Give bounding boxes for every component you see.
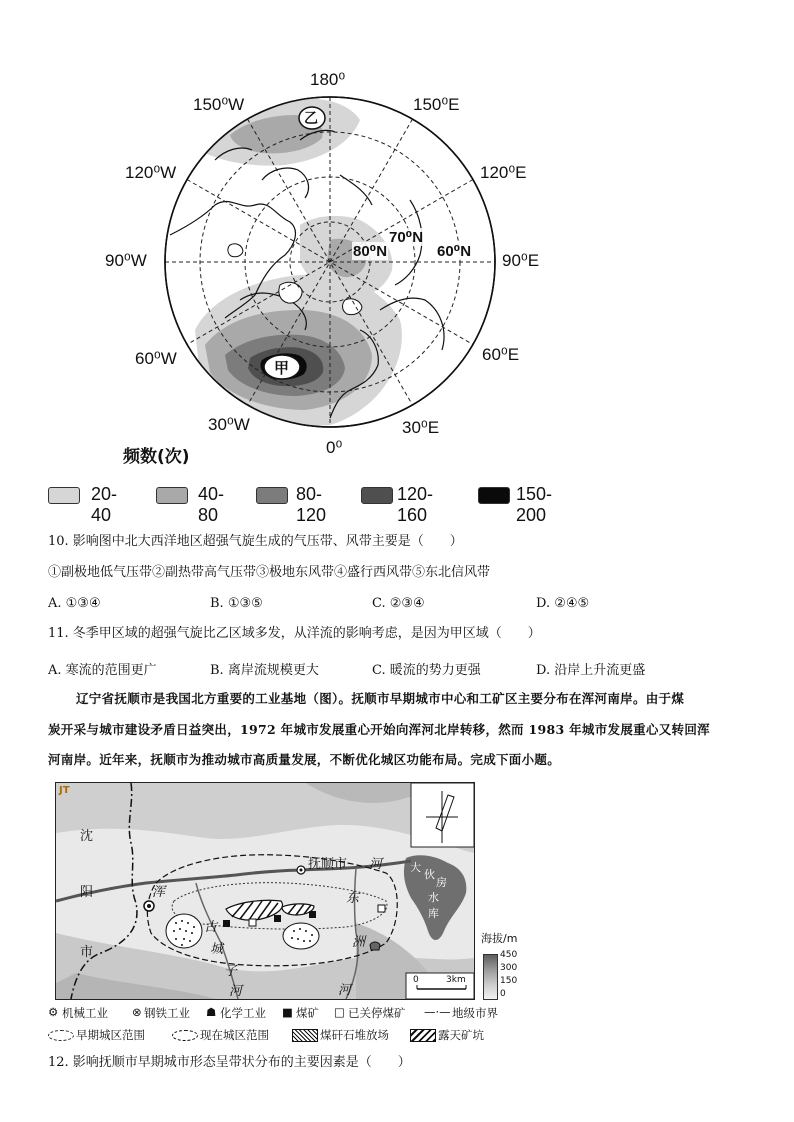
lon-label-120w: 120⁰W	[125, 163, 177, 182]
lon-label-60w: 60⁰W	[135, 349, 177, 368]
closed-mine-icon: □	[334, 1005, 345, 1019]
label-hun-river-1: 浑	[152, 885, 166, 900]
q11-stem: 11. 冬季甲区域的超强气旋比乙区域多发，从洋流的影响考虑，是因为甲区域（ ）	[48, 626, 541, 641]
q12-stem: 12. 影响抚顺市早期城市形态呈带状分布的主要因素是（ ）	[48, 1055, 411, 1070]
legend-label: 80-120	[296, 484, 327, 525]
gangue-icon	[292, 1029, 318, 1042]
chemical-industry-marker	[370, 942, 380, 950]
legend-swatch	[156, 487, 188, 504]
passage-line-2: 炭开采与城市建设矛盾日益突出，1972 年城市发展重心开始向浑河北岸转移，然而 1983 年城市发展重心又转回浑	[48, 722, 710, 737]
q10-option-a: A. ①③④	[48, 596, 101, 611]
polar-map	[0, 0, 794, 480]
label-reservoir-5: 库	[428, 907, 439, 920]
label-hun-river-2: 河	[369, 857, 383, 872]
q11-option-d: D. 沿岸上升流更盛	[536, 663, 646, 678]
legend-closed-mine: 已关停煤矿	[348, 1006, 406, 1020]
lon-label-150e: 150⁰E	[413, 95, 460, 114]
legend-boundary: 地级市界	[452, 1006, 498, 1020]
legend-machinery: 机械工业	[62, 1006, 108, 1020]
corner-mark: JT	[59, 785, 70, 796]
legend-early-area: 早期城区范围	[76, 1028, 145, 1042]
coal-mine-marker	[309, 911, 316, 918]
region-yi-label: 乙	[304, 111, 318, 127]
elevation-tick: 450	[500, 950, 518, 960]
legend-steel: 钢铁工业	[144, 1006, 190, 1020]
lon-label-150w: 150⁰W	[193, 95, 245, 114]
legend-swatch	[48, 487, 80, 504]
lon-label-120e: 120⁰E	[480, 163, 527, 182]
lat-label-70n: 70⁰N	[389, 229, 424, 246]
label-shenyang-3: 市	[80, 945, 94, 960]
label-gucheng-river-1: 古	[204, 920, 218, 935]
q10-stem: 10. 影响图中北大西洋地区超强气旋生成的气压带、风带主要是（ ）	[48, 534, 463, 549]
steel-icon: ⊗	[132, 1005, 142, 1019]
label-east-zhou-river-1: 东	[346, 891, 360, 906]
legend-chemical: 化学工业	[220, 1006, 266, 1020]
q10-option-c: C. ②③④	[372, 596, 425, 611]
label-shenyang-2: 阳	[80, 885, 94, 900]
legend-swatch	[478, 487, 510, 504]
machinery-icon: ⚙	[48, 1005, 59, 1019]
lon-label-90w: 90⁰W	[105, 251, 147, 270]
open-pit-icon	[410, 1029, 436, 1042]
label-reservoir-2: 伙	[424, 868, 435, 881]
scale-start-label: 0	[413, 975, 419, 985]
label-gucheng-river-3: 子	[224, 964, 238, 979]
label-reservoir-4: 水	[428, 891, 439, 904]
legend-current-area: 现在城区范围	[200, 1028, 269, 1042]
frequency-legend	[48, 484, 608, 525]
boundary-icon: —·—	[424, 1005, 451, 1019]
fushun-map-graphic	[56, 783, 474, 999]
label-reservoir-3: 房	[436, 876, 447, 889]
lat-label-60n: 60⁰N	[437, 243, 472, 260]
lon-label-90e: 90⁰E	[502, 251, 540, 270]
q10-option-d: D. ②④⑤	[536, 596, 590, 611]
early-area-icon	[48, 1030, 74, 1041]
legend-coal-mine: 煤矿	[296, 1006, 319, 1020]
legend-swatch	[256, 487, 288, 504]
legend-title: 频数(次)	[123, 447, 190, 467]
gangue-pile	[283, 923, 319, 949]
lon-label-180: 180⁰	[310, 70, 346, 89]
legend-open-pit: 露天矿坑	[438, 1028, 484, 1042]
elevation-tick: 0	[500, 989, 506, 999]
coal-mine-marker	[274, 915, 281, 922]
label-shenyang-1: 沈	[80, 829, 94, 844]
elevation-title: 海拔/m	[481, 932, 518, 945]
elevation-legend	[478, 930, 548, 1000]
gangue-pile	[166, 914, 202, 948]
map-legend-row-1	[48, 1005, 508, 1021]
scale-end-label: 3km	[446, 975, 466, 985]
legend-swatch	[361, 487, 393, 504]
legend-label: 40-80	[198, 484, 225, 525]
passage-line-3: 河南岸。近年来，抚顺市为推动城市高质量发展，不断优化城区功能布局。完成下面小题。	[48, 752, 561, 767]
coal-mine-marker	[223, 920, 230, 927]
elevation-tick: 150	[500, 976, 518, 986]
q10-option-b: B. ①③⑤	[210, 596, 263, 611]
legend-label: 120-160	[397, 484, 434, 525]
label-gucheng-river-2: 城	[210, 942, 224, 957]
coal-mine-icon: ■	[282, 1005, 293, 1019]
region-jia-label: 甲	[274, 359, 290, 377]
label-east-zhou-river-3: 河	[338, 983, 352, 998]
lon-label-0: 0⁰	[326, 438, 343, 457]
label-fushun-city: 抚顺市	[308, 857, 348, 872]
label-east-zhou-river-2: 洲	[352, 935, 366, 950]
legend-gangue: 煤矸石堆放场	[320, 1028, 389, 1042]
map-legend-row-2	[48, 1027, 508, 1043]
elevation-gradient-bar	[483, 954, 498, 1000]
elevation-tick: 300	[500, 963, 518, 973]
q10-items: ①副极地低气压带②副热带高气压带③极地东风带④盛行西风带⑤东北信风带	[48, 565, 491, 580]
lon-label-30e: 30⁰E	[402, 418, 440, 437]
closed-coal-mine-marker	[378, 905, 385, 912]
fushun-map	[55, 782, 475, 1000]
closed-coal-mine-marker	[249, 919, 256, 926]
legend-label: 150-200	[516, 484, 553, 525]
lat-label-80n: 80⁰N	[353, 243, 388, 260]
passage-line-1: 辽宁省抚顺市是我国北方重要的工业基地（图）。抚顺市早期城市中心和工矿区主要分布在浑河南岸。由于煤	[76, 691, 685, 706]
q11-option-b: B. 离岸流规模更大	[210, 663, 319, 678]
label-gucheng-river-4: 河	[229, 984, 243, 999]
lon-label-30w: 30⁰W	[208, 415, 250, 434]
lon-label-60e: 60⁰E	[482, 345, 520, 364]
chemical-icon: ☗	[206, 1005, 217, 1019]
legend-label: 20-40	[91, 484, 118, 525]
label-reservoir-1: 大	[410, 861, 421, 874]
q11-option-a: A. 寒流的范围更广	[48, 663, 157, 678]
q11-option-c: C. 暖流的势力更强	[372, 663, 481, 678]
current-area-icon	[172, 1030, 198, 1041]
